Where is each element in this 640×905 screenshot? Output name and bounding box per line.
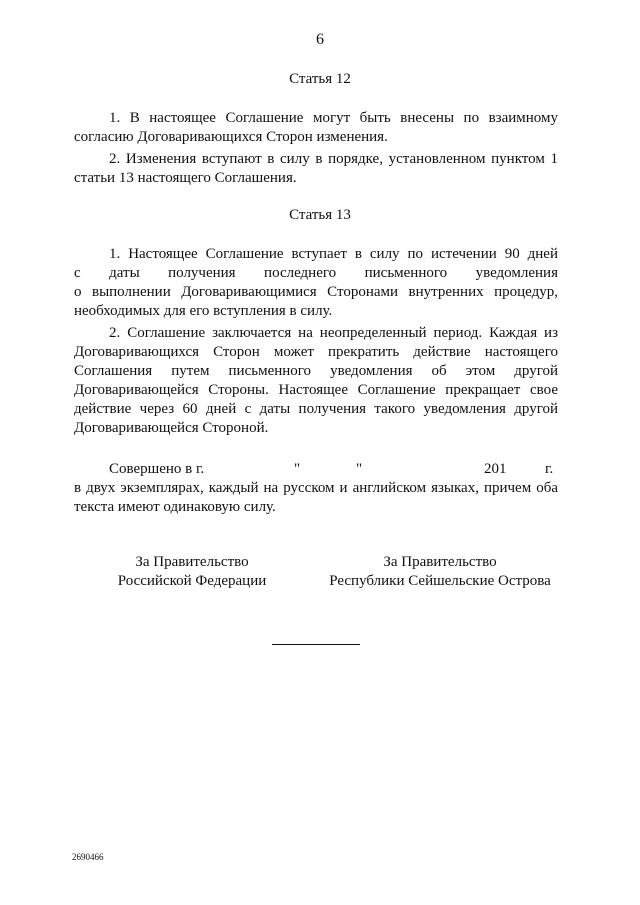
article-12-para-2-line-1: 2. Изменения вступают в силу в порядке, установленном пунктом 1: [109, 151, 558, 167]
signature-russia-line-1: За Правительство: [135, 554, 249, 570]
article-13-heading: Статья 13: [289, 207, 351, 223]
done-year-suffix: г.: [545, 461, 554, 477]
done-line-1: в двух экземплярах, каждый на русском и английском языках, причем оба: [74, 480, 558, 496]
done-quote-open: ": [294, 461, 301, 477]
article-13-para-2-line-4: Договаривающейся Стороны. Настоящее Соглашение прекращает свое: [74, 382, 558, 398]
done-line-2: текста имеют одинаковую силу.: [74, 499, 276, 515]
done-year: 201: [484, 461, 507, 477]
signature-russia: [92, 553, 292, 591]
article-13-para-1-line-1: 1. Настоящее Соглашение вступает в силу по истечении 90 дней: [109, 246, 558, 262]
document-code: 2690466: [72, 852, 104, 862]
article-12-para-2-line-2: статьи 13 настоящего Соглашения.: [74, 170, 297, 186]
article-12-para-1-line-1: 1. В настоящее Соглашение могут быть внесены по взаимному: [109, 110, 558, 126]
article-13-para-2-line-3: Соглашения путем письменного уведомления об этом другой: [74, 363, 558, 379]
article-12-heading: Статья 12: [289, 71, 351, 87]
article-13-para-2-line-1: 2. Соглашение заключается на неопределенный период. Каждая из: [109, 325, 558, 341]
article-13-para-2-line-5: действие через 60 дней с даты получения такого уведомления другой: [74, 401, 558, 417]
page-number: 6: [316, 31, 324, 48]
signature-seychelles-line-2: Республики Сейшельские Острова: [329, 573, 551, 589]
article-12-para-1-line-2: согласию Договаривающихся Сторон изменения.: [74, 129, 388, 145]
done-quote-close: ": [356, 461, 363, 477]
article-13-para-2-line-6: Договаривающейся Стороной.: [74, 420, 269, 436]
article-13-para-2-line-2: Договаривающихся Сторон может прекратить действие настоящего: [74, 344, 558, 360]
article-13-para-1-line-3: о выполнении Договаривающимися Сторонами внутренних процедур,: [74, 284, 558, 300]
done-prefix: Совершено в г.: [109, 461, 205, 477]
end-rule: [272, 644, 360, 645]
article-13-para-1-line-4: необходимых для его вступления в силу.: [74, 303, 333, 319]
signature-seychelles: [320, 553, 560, 591]
signature-russia-line-2: Российской Федерации: [117, 573, 267, 589]
signature-seychelles-line-1: За Правительство: [383, 554, 497, 570]
article-13-para-1-line-2: с даты получения последнего письменного уведомления: [74, 265, 558, 281]
